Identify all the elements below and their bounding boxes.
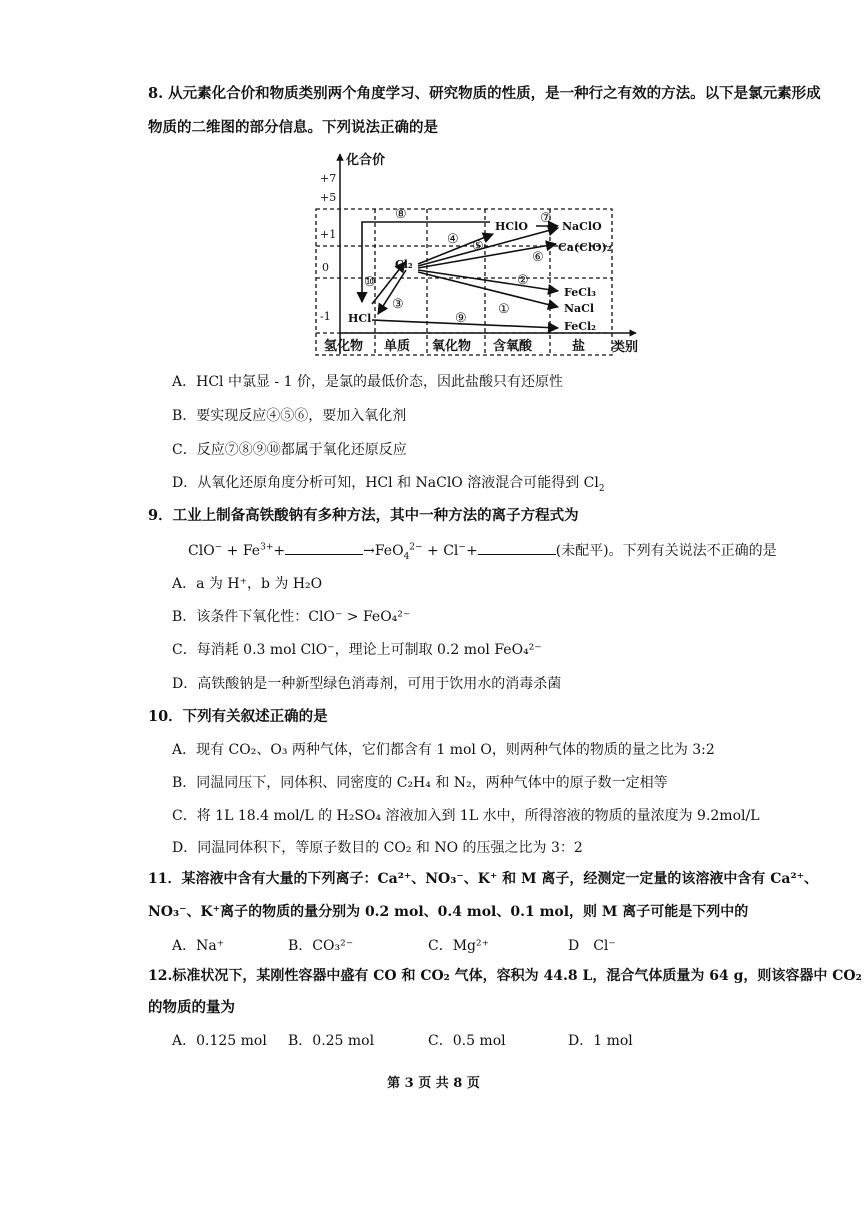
chlorine-valence-category-diagram	[300, 140, 640, 362]
y-tick-plus1: +1	[320, 228, 337, 241]
q10-option-a: A．现有 CO₂、O₃ 两种气体，它们都含有 1 mol O，则两种气体的物质的量之比为 3:2	[172, 742, 715, 758]
reaction-number-9: ⑨	[455, 311, 467, 326]
reaction-number-8: ⑧	[395, 207, 407, 222]
species-naclo: NaClO	[562, 220, 602, 233]
q9-option-a: A．a 为 H⁺，b 为 H₂O	[172, 576, 323, 592]
category-salt: 盐	[572, 339, 586, 354]
blank-b	[478, 540, 556, 555]
q10-option-d: D．同温同体积下，等原子数目的 CO₂ 和 NO 的压强之比为 3：2	[172, 840, 583, 856]
q12-stem-line1: 12.标准状况下，某刚性容器中盛有 CO 和 CO₂ 气体，容积为 44.8 L，混合气体质量为 64 g，则该容器中 CO₂	[148, 968, 862, 984]
q11-option-b: B．CO₃²⁻	[288, 938, 354, 954]
q11-stem-line1: 11．某溶液中含有大量的下列离子：Ca²⁺、NO₃⁻、K⁺ 和 M 离子，经测定一定量的该溶液中含有 Ca²⁺、	[148, 871, 819, 887]
reaction-arrow-1	[418, 272, 558, 307]
q11-option-d: D Cl⁻	[568, 938, 616, 954]
page-footer: 第 3 页 共 8 页	[387, 1076, 480, 1091]
q8-option-a: A．HCl 中氯显 - 1 价，是氯的最低价态，因此盐酸只有还原性	[172, 374, 563, 390]
reaction-number-2: ②	[517, 273, 529, 288]
q9-option-b: B．该条件下氧化性：ClO⁻ > FeO₄²⁻	[172, 609, 411, 625]
x-axis-title: 类别	[612, 340, 639, 355]
q10-stem: 10．下列有关叙述正确的是	[148, 708, 328, 725]
category-hydride: 氢化物	[324, 339, 364, 354]
y-tick-minus1: -1	[320, 310, 331, 323]
reaction-arrow-2	[418, 270, 558, 291]
q8-stem-line2: 物质的二维图的部分信息。下列说法正确的是	[148, 119, 438, 136]
q10-option-c: C．将 1L 18.4 mol/L 的 H₂SO₄ 溶液加入到 1L 水中，所得溶液的物质的量浓度为 9.2mol/L	[172, 808, 760, 824]
q9-option-c: C．每消耗 0.3 mol ClO⁻，理论上可制取 0.2 mol FeO₄²⁻	[172, 642, 542, 658]
species-nacl: NaCl	[564, 302, 595, 315]
q8-option-b: B．要实现反应④⑤⑥，要加入氧化剂	[172, 408, 407, 424]
q8-stem-line1: 8. 从元素化合价和物质类别两个角度学习、研究物质的性质，是一种行之有效的方法。以下是氯元素形成	[148, 85, 821, 102]
species-caclo2: Ca(ClO)₂	[558, 241, 612, 254]
q12-stem-line2: 的物质的量为	[148, 999, 235, 1016]
q8-option-c: C．反应⑦⑧⑨⑩都属于氧化还原反应	[172, 442, 407, 458]
q9-equation: $ClO^- + Fe^{3+}+ \to FeO_4^{2-} + Cl^-+$ (未配平)。下列有关说法不正确的是	[188, 540, 777, 561]
reaction-number-3: ③	[392, 297, 404, 312]
reaction-number-7: ⑦	[540, 211, 552, 226]
reaction-arrow-8	[362, 222, 490, 302]
category-oxyacid: 含氧酸	[493, 339, 533, 354]
q8-option-d: D．从氧化还原角度分析可知，HCl 和 NaClO 溶液混合可能得到 $Cl_2$	[172, 475, 605, 494]
y-axis-title: 化合价	[346, 153, 386, 168]
q11-option-a: A．Na⁺	[172, 938, 225, 954]
y-tick-plus5: +5	[320, 191, 337, 204]
category-oxide: 氧化物	[432, 339, 472, 354]
blank-a	[285, 540, 363, 555]
y-tick-plus7: +7	[320, 172, 337, 185]
species-fecl2: FeCl₂	[564, 320, 596, 333]
reaction-number-4: ④	[447, 232, 459, 247]
species-fecl3: FeCl₃	[564, 286, 596, 299]
species-hclo: HClO	[495, 220, 528, 233]
q12-option-b: B．0.25 mol	[288, 1033, 375, 1049]
reaction-number-6: ⑥	[532, 250, 544, 265]
category-element: 单质	[384, 339, 411, 354]
q11-option-c: C．Mg²⁺	[428, 938, 490, 954]
q12-option-c: C．0.5 mol	[428, 1033, 506, 1049]
q11-stem-line2: NO₃⁻、K⁺离子的物质的量分别为 0.2 mol、0.4 mol、0.1 mol，则 M 离子可能是下列中的	[148, 904, 749, 920]
q10-option-b: B．同温同压下，同体积、同密度的 C₂H₄ 和 N₂，两种气体中的原子数一定相等	[172, 775, 668, 791]
q9-stem: 9．工业上制备高铁酸钠有多种方法，其中一种方法的离子方程式为	[148, 507, 579, 524]
q9-option-d: D．高铁酸钠是一种新型绿色消毒剂，可用于饮用水的消毒杀菌	[172, 676, 562, 692]
reaction-number-10: ⑩	[364, 275, 376, 290]
reaction-number-1: ①	[498, 302, 510, 317]
y-tick-zero: 0	[322, 261, 329, 274]
q12-option-d: D．1 mol	[568, 1033, 633, 1049]
q12-option-a: A．0.125 mol	[172, 1033, 267, 1049]
reaction-number-5: ⑤	[472, 239, 484, 254]
species-cl2: Cl₂	[395, 258, 413, 271]
species-hcl: HCl	[348, 312, 372, 325]
